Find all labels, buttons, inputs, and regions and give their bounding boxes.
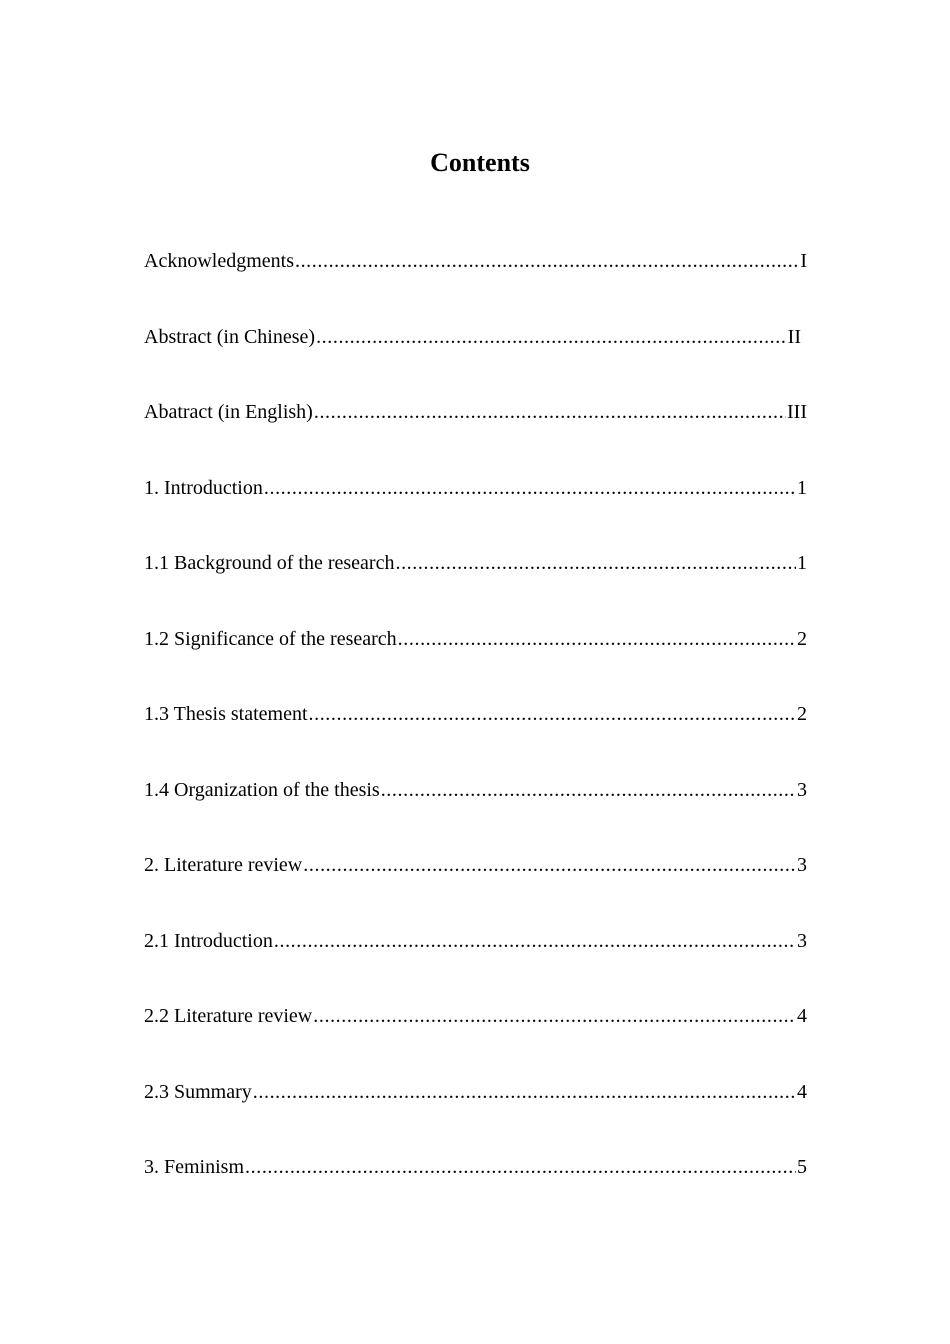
toc-entry-label: 2.2 Literature review: [144, 1005, 313, 1027]
toc-entry-label: Acknowledgments: [144, 250, 294, 272]
toc-entry: [144, 549, 807, 625]
toc-entry: [144, 851, 807, 927]
dot-leader: [303, 851, 796, 879]
page-title: Contents: [430, 148, 530, 177]
toc-entry-label: 3. Feminism: [144, 1156, 245, 1178]
toc-entry-label: 1.2 Significance of the research: [144, 627, 397, 650]
toc-entry-page-number: II: [787, 325, 801, 348]
toc-entry-label: 2.3 Summary: [144, 1080, 252, 1103]
dot-leader: [264, 474, 796, 502]
toc-entry: [144, 1153, 807, 1229]
toc-entry-page-number: 3: [797, 778, 807, 801]
dot-leader: [295, 247, 799, 275]
toc-entry-label: 1. Introduction: [144, 476, 263, 499]
toc-entry-page-number: 2: [797, 703, 807, 725]
toc-entry: [144, 700, 807, 776]
dot-leader: [395, 549, 796, 577]
toc-entry: [144, 247, 807, 323]
toc-entry-page-number: 1: [797, 476, 807, 499]
toc-entry: [144, 474, 807, 550]
toc-entry: [144, 625, 807, 701]
toc-entry-label: 1.3 Thesis statement: [144, 703, 308, 725]
toc-entry: [144, 927, 807, 1003]
toc-entry-label: 1.4 Organization of the thesis: [144, 778, 380, 801]
dot-leader: [245, 1153, 796, 1181]
dot-leader: [398, 625, 796, 653]
dot-leader: [309, 700, 797, 728]
toc-entry-label: 1.1 Background of the research: [144, 552, 395, 574]
dot-leader: [316, 323, 787, 351]
toc-entry-page-number: I: [800, 250, 807, 272]
toc-entry: [144, 398, 807, 474]
toc-entry-page-number: 5: [797, 1156, 807, 1178]
dot-leader: [381, 776, 796, 804]
toc-entry-page-number: 4: [797, 1080, 807, 1103]
toc-entry-page-number: 2: [797, 627, 807, 650]
toc-entry-label: 2.1 Introduction: [144, 929, 273, 952]
toc-entry-label: 2. Literature review: [144, 854, 303, 876]
dot-leader: [313, 1002, 796, 1030]
toc-entry-label: Abatract (in English): [144, 401, 313, 423]
toc-entry: [144, 323, 807, 399]
toc-entry-page-number: III: [787, 401, 807, 423]
dot-leader: [253, 1078, 796, 1106]
toc-entry-label: Abstract (in Chinese): [144, 325, 316, 348]
toc-entry: [144, 1078, 807, 1154]
toc-entry-page-number: 3: [797, 929, 807, 952]
toc-entry: [144, 776, 807, 852]
toc-entry: [144, 1002, 807, 1078]
table-of-contents: [144, 247, 807, 1229]
dot-leader: [274, 927, 796, 955]
toc-entry-page-number: 4: [797, 1005, 807, 1027]
toc-entry-page-number: 3: [797, 854, 807, 876]
dot-leader: [314, 398, 786, 426]
toc-entry-page-number: 1: [797, 552, 807, 574]
